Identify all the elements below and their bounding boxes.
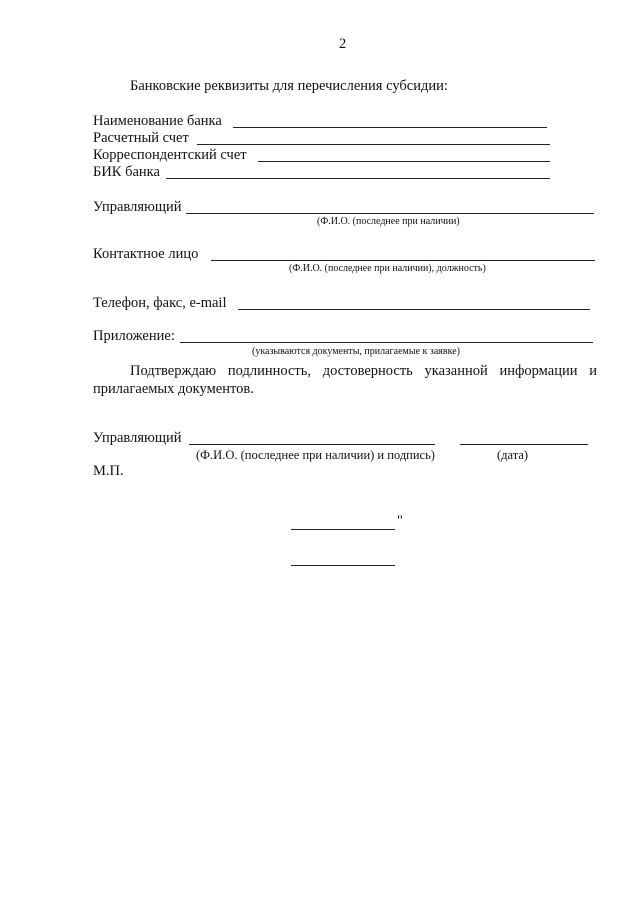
date-quote-mark: "	[397, 513, 403, 529]
manager-label: Управляющий	[93, 199, 182, 215]
signature-name-field[interactable]	[189, 444, 435, 445]
settlement-account-label: Расчетный счет	[93, 130, 189, 146]
manager-hint: (Ф.И.О. (последнее при наличии)	[317, 216, 460, 227]
phone-fax-email-field[interactable]	[238, 309, 590, 310]
contact-person-hint: (Ф.И.О. (последнее при наличии), должность)	[289, 263, 486, 274]
signature-name-hint: (Ф.И.О. (последнее при наличии) и подпись)	[196, 448, 435, 462]
confirmation-paragraph: Подтверждаю подлинность, достоверность указанной информации и прилагаемых документов.	[93, 363, 597, 397]
date-line-lower[interactable]	[291, 565, 395, 566]
correspondent-account-label: Корреспондентский счет	[93, 147, 247, 163]
page-number: 2	[339, 36, 347, 52]
settlement-account-field[interactable]	[197, 144, 550, 145]
signature-date-hint: (дата)	[497, 448, 529, 462]
contact-person-field[interactable]	[211, 260, 595, 261]
bank-name-field[interactable]	[233, 127, 547, 128]
bik-label: БИК банка	[93, 164, 160, 180]
attachment-field[interactable]	[180, 342, 593, 343]
signature-manager-label: Управляющий	[93, 430, 182, 446]
bank-name-label: Наименование банка	[93, 113, 222, 129]
manager-field[interactable]	[186, 213, 594, 214]
correspondent-account-field[interactable]	[258, 161, 550, 162]
date-line-upper[interactable]	[291, 529, 395, 530]
bank-details-heading: Банковские реквизиты для перечисления субсидии:	[130, 78, 448, 94]
contact-person-label: Контактное лицо	[93, 246, 199, 262]
phone-fax-email-label: Телефон, факс, e-mail	[93, 295, 227, 311]
signature-date-field[interactable]	[460, 444, 588, 445]
stamp-place-label: М.П.	[93, 463, 124, 479]
attachment-hint: (указываются документы, прилагаемые к заявке)	[252, 346, 460, 357]
attachment-label: Приложение:	[93, 328, 175, 344]
bik-field[interactable]	[166, 178, 550, 179]
